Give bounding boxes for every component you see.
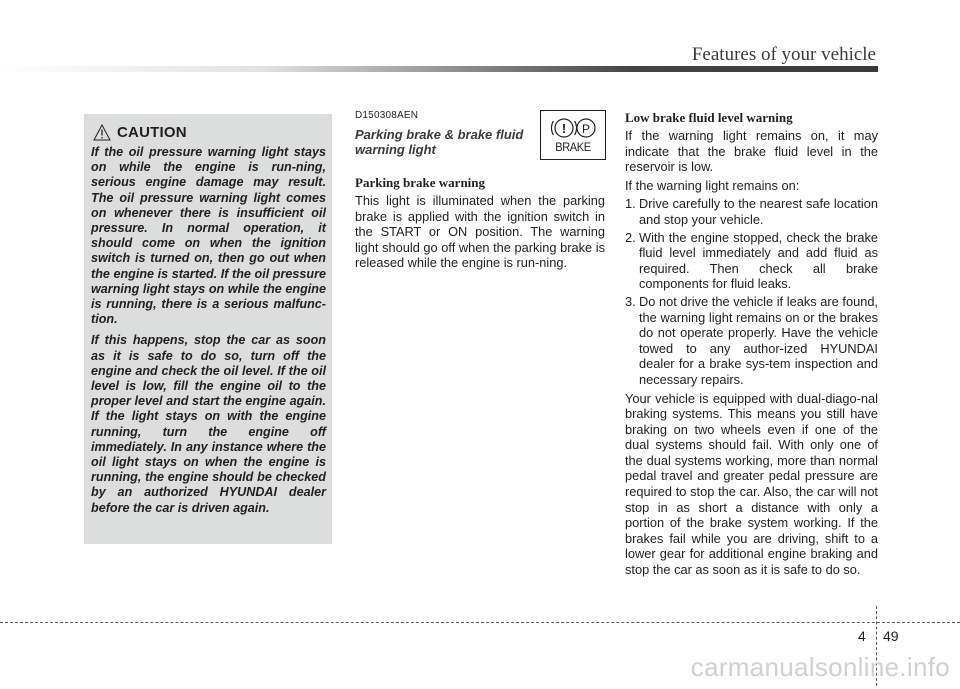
- low-brake-fluid-intro: If the warning light remains on, it may indicate that the brake fluid level in the reservoir is low.: [625, 128, 878, 175]
- section-subheading: Parking brake & brake fluid warning light: [355, 127, 524, 157]
- watermark: carmanualsonline.info: [690, 652, 950, 682]
- brake-warning-icon: [540, 110, 606, 160]
- list-item: [625, 294, 878, 388]
- caution-title: CAUTION: [117, 123, 187, 141]
- dual-braking-paragraph: Your vehicle is equipped with dual-diago-nal braking systems. This means you still have braking on two wheels even if one of the dual systems should fail. With only one of the dual systems working, more than normal pedal travel and greater pedal pressure are required to stop the car. Also, the car will not stop in as short a distance with only a portion of the brake system working. If the brakes fail while you are driving, shift to a lower gear for additional engine braking and stop the car as soon as it is safe to do so.: [625, 390, 878, 578]
- caution-paragraph: If this happens, stop the car as soon as it is safe to do so, turn off the engine and check the oil level. If the oil level is low, fill the engine oil to the proper level and start the engine again. If the light stays on with the engine running, turn the engine off immediately. In any instance where the oil light stays on when the engine is running, the engine should be checked by an authorized HYUNDAI dealer before the car is driven again.: [91, 333, 326, 515]
- brake-symbol-right: P: [581, 122, 591, 136]
- caution-box: [84, 114, 332, 544]
- parking-brake-warning-body: This light is illuminated when the parking brake is applied with the ignition switch in the START or ON position. The warning light should go off when the parking brake is released while the engine is run-ning.: [355, 193, 605, 271]
- caution-paragraph: If the oil pressure warning light stays on while the engine is run-ning, serious engine damage may result. The oil pressure warning light comes on whenever there is insufficient oil pressure. In normal operation, it should come on when the ignition switch is turned on, then go out when the engine is started. If the oil pressure warning light stays on while the engine is running, there is a serious malfunc-tion.: [91, 145, 326, 327]
- step-number: 3.: [625, 293, 636, 309]
- low-brake-fluid-section: [625, 110, 878, 581]
- step-text: Do not drive the vehicle if leaks are found, the warning light remains on or the brakes do not operate properly. Have the vehicle towed to any author-ized HYUNDAI dealer for a brake sys-tem inspection and necessary repairs.: [639, 293, 878, 387]
- brake-symbol-left: !: [561, 121, 567, 136]
- steps-list: [625, 196, 878, 387]
- parking-brake-warning-heading: Parking brake warning: [355, 175, 486, 190]
- step-number: 2.: [625, 229, 636, 245]
- header-rule: [0, 66, 878, 72]
- chapter-number: 4: [858, 628, 866, 644]
- page-header-title: Features of your vehicle: [691, 44, 876, 65]
- caution-heading: [93, 122, 326, 142]
- low-brake-fluid-heading: Low brake fluid level warning: [625, 110, 793, 125]
- footer-rule: [0, 622, 960, 623]
- step-text: With the engine stopped, check the brake fluid level immediately and add fluid as required. Then check all brake components for fluid leaks.: [639, 229, 878, 292]
- list-item: [625, 196, 878, 227]
- list-item: [625, 230, 878, 292]
- low-brake-fluid-lead: If the warning light remains on:: [625, 177, 800, 193]
- brake-icon-label: BRAKE: [555, 140, 591, 154]
- step-number: 1.: [625, 196, 636, 212]
- step-text: Drive carefully to the nearest safe location and stop your vehicle.: [639, 196, 878, 227]
- page-number: 49: [883, 628, 899, 644]
- warning-triangle-icon: [93, 124, 111, 141]
- brake-symbol-icon: [541, 116, 605, 142]
- section-code: D150308AEN: [355, 110, 419, 121]
